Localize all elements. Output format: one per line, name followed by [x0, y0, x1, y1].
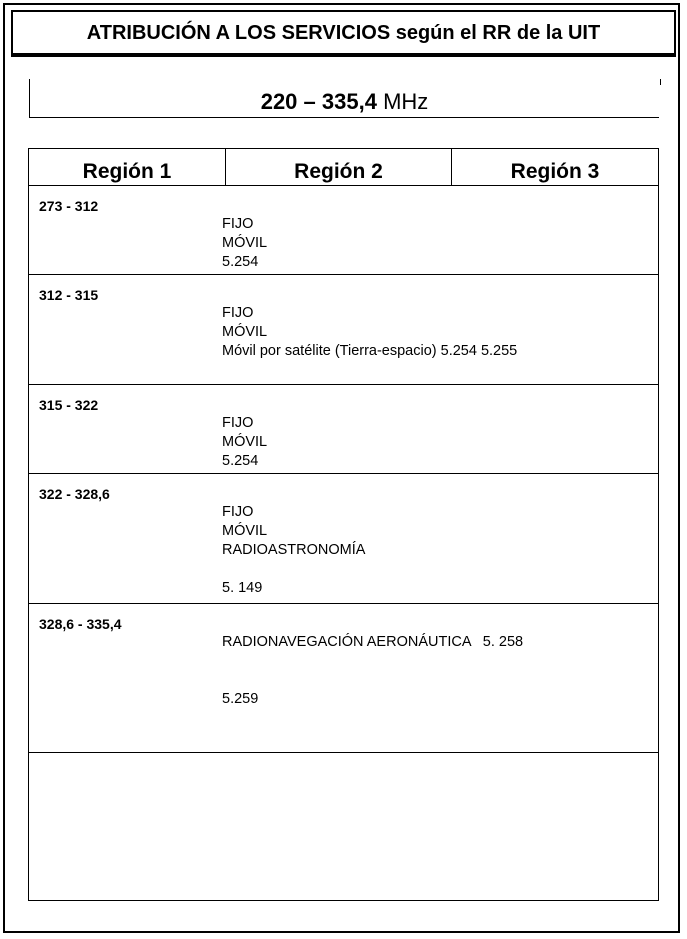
allocation-line: FIJO — [222, 415, 254, 431]
band-range: 328,6 - 335,4 — [39, 616, 122, 632]
allocation-line — [222, 671, 523, 690]
allocation-line: 5.259 — [222, 691, 259, 707]
allocation-line: MÓVIL — [222, 324, 268, 340]
allocation-line: MÓVIL — [222, 523, 268, 539]
column-header-region-2: Región 2 — [226, 149, 452, 185]
allocation-line: FIJO — [222, 216, 254, 232]
allocation-line — [222, 652, 523, 671]
allocation-list — [222, 503, 365, 598]
table-row — [29, 275, 658, 385]
allocation-line: FIJO — [222, 504, 254, 520]
allocation-line: 5.254 — [222, 453, 259, 469]
allocation-line: 5. 149 — [222, 580, 263, 596]
page-header — [11, 10, 676, 55]
header-rule — [11, 53, 676, 57]
band-range: 322 - 328,6 — [39, 486, 110, 502]
band-range: 273 - 312 — [39, 198, 99, 214]
table-row — [29, 186, 658, 275]
allocation-list — [222, 414, 267, 471]
column-header-region-3: Región 3 — [510, 160, 600, 183]
allocation-line: 5.254 — [222, 254, 259, 270]
frequency-range-value: 220 – 335,4 — [260, 89, 377, 114]
column-header-region-1: Región 1 — [29, 149, 226, 185]
allocation-line: MÓVIL — [222, 235, 268, 251]
allocation-table — [28, 148, 659, 901]
allocation-line: RADIOASTRONOMÍA — [222, 542, 366, 558]
allocation-list — [222, 215, 267, 272]
corner-tick — [660, 79, 661, 85]
header-title: ATRIBUCIÓN A LOS SERVICIOS según el RR de la UIT — [86, 22, 601, 44]
frequency-range-title — [29, 79, 659, 118]
band-range: 312 - 315 — [39, 287, 99, 303]
allocation-list — [222, 304, 517, 361]
table-header — [29, 149, 658, 186]
allocation-line: RADIONAVEGACIÓN AERONÁUTICA 5. 258 — [222, 634, 524, 650]
table-row — [29, 385, 658, 474]
frequency-range-unit: MHz — [383, 89, 429, 114]
allocation-line — [222, 560, 365, 579]
allocation-line: MÓVIL — [222, 434, 268, 450]
table-row — [29, 474, 658, 604]
allocation-line: Móvil por satélite (Tierra-espacio) 5.254 5.255 — [222, 343, 518, 359]
allocation-list — [222, 633, 523, 709]
table-row — [29, 604, 658, 753]
band-range: 315 - 322 — [39, 397, 99, 413]
allocation-line: FIJO — [222, 305, 254, 321]
